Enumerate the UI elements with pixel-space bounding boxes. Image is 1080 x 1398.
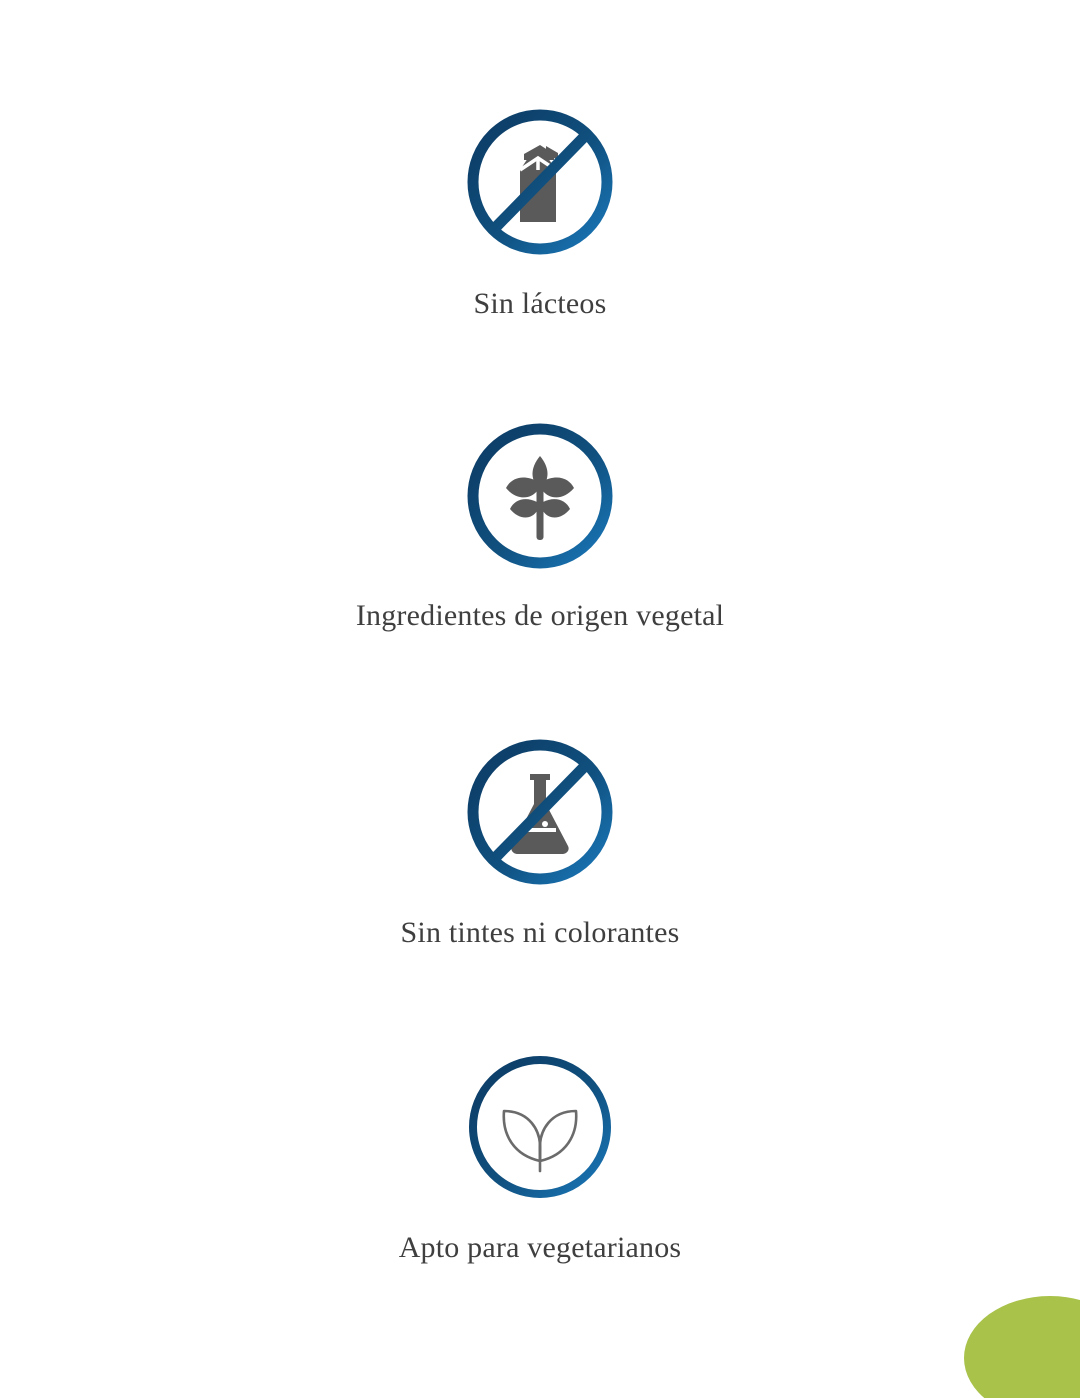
plant-sprout-icon-wrapper xyxy=(462,418,618,574)
no-dye-icon xyxy=(462,734,618,890)
badge-item-vegetarian xyxy=(0,1049,1080,1266)
no-dye-icon-wrapper xyxy=(462,734,618,890)
plant-sprout-icon xyxy=(462,418,618,574)
vegetarian-leaf-icon-wrapper xyxy=(462,1049,618,1205)
no-dairy-icon-wrapper xyxy=(462,104,618,260)
badge-label: Ingredientes de origen vegetal xyxy=(355,599,725,632)
no-dairy-icon xyxy=(462,104,618,260)
vegetarian-leaf-icon xyxy=(462,1049,618,1205)
corner-leaf-icon xyxy=(930,1248,1080,1398)
badge-label: Sin tintes ni colorantes xyxy=(400,916,680,949)
badge-label: Sin lácteos xyxy=(473,287,607,320)
badge-item-no-dyes xyxy=(0,734,1080,951)
badge-label: Apto para vegetarianos xyxy=(398,1231,682,1264)
badge-item-no-dairy xyxy=(0,104,1080,322)
badge-item-plant-based xyxy=(0,418,1080,634)
corner-leaf-decoration xyxy=(930,1248,1080,1398)
